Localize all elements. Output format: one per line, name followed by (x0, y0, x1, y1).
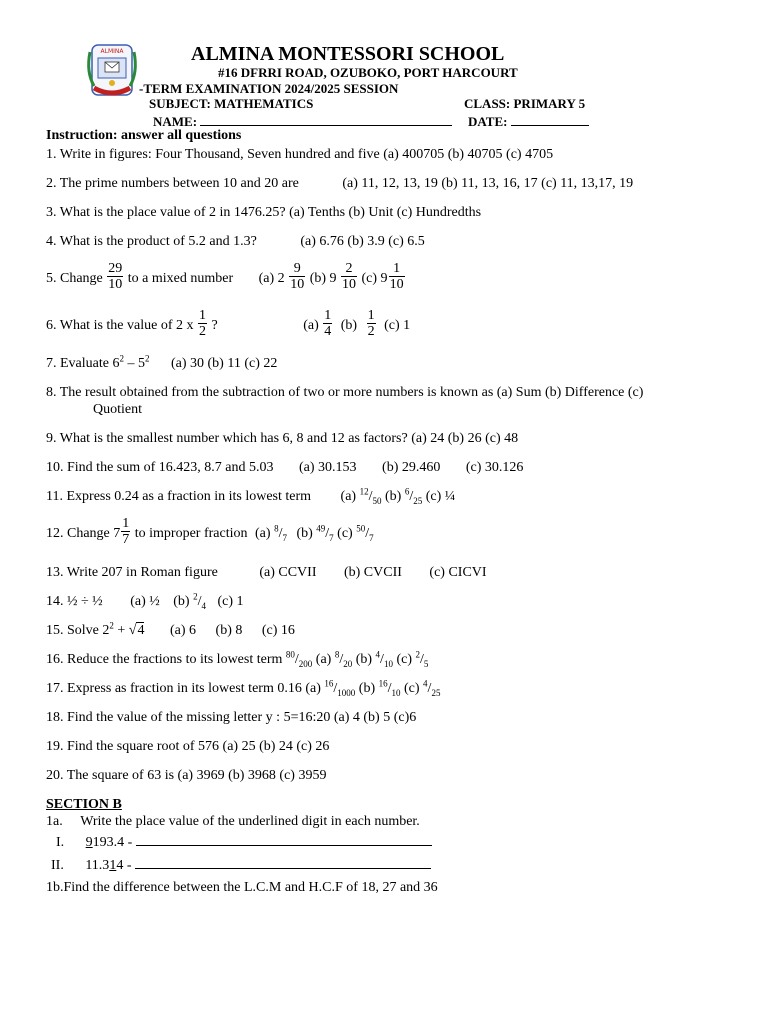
fraction-denominator: 10 (383, 658, 393, 669)
question-4 (46, 234, 425, 250)
question-13 (46, 565, 487, 581)
question-6 (46, 309, 410, 343)
fraction-numerator: 8 (334, 649, 340, 660)
answer-blank (136, 832, 432, 846)
option-a: (a) (303, 318, 319, 333)
question-17-text: 17. Express as fraction in its lowest term 0.16 (a) (46, 681, 325, 696)
school-logo (84, 42, 140, 100)
fraction: $\frac{29}{10}$ (108, 261, 123, 293)
exponent: 2 (119, 353, 124, 364)
fraction-numerator: 50 (356, 523, 366, 534)
question-12: 12. Change 7 $\frac{1}{7}$ to improper fraction (a) $^8/_7$ (b) $^{49}/_7$ (c) $^{50}/_7$ (46, 516, 374, 548)
option-a: (a) (312, 652, 335, 667)
question-5 (46, 262, 406, 296)
date-field (468, 112, 589, 130)
fraction-denominator: 4 (201, 600, 206, 611)
fraction-denominator: 10 (391, 687, 401, 698)
fraction-denominator: 1000 (337, 687, 356, 698)
plus-sign: + (113, 623, 129, 638)
fraction: $\frac{1}{7}$ (122, 516, 130, 548)
question-13-text: 13. Write 207 in Roman figure (46, 565, 218, 580)
question-10 (46, 460, 523, 476)
option-b: (b) 29.460 (382, 460, 441, 475)
question-3: 3. What is the place value of 2 in 1476.25? (a) Tenths (b) Unit (c) Hundredths (46, 205, 482, 220)
question-17: 17. Express as fraction in its lowest term 0.16 (a) $^{16}/_{1000}$ (b) $^{16}/_{10}$ (c) $^4/_{25}$ (46, 678, 441, 698)
option-a: (a) (340, 489, 360, 504)
section-b-item-ii (51, 855, 431, 874)
option-a: (a) 30.153 (299, 460, 357, 475)
question-11-text: 11. Express 0.24 as a fraction in its lowest term (46, 489, 312, 504)
question-mark: ? (211, 318, 218, 333)
option-b: (b) (340, 318, 358, 333)
fraction-numerator: 4 (423, 678, 428, 689)
question-9: 9. What is the smallest number which has 6, 8 and 12 as factors? (a) 24 (b) 26 (c) 48 (46, 431, 519, 446)
fraction-numerator: 16 (378, 678, 388, 689)
question-15-text: 15. Solve 2 (46, 623, 110, 638)
fraction-denominator: 7 (329, 532, 334, 543)
square-root (129, 623, 145, 639)
fraction: $\frac{1}{10}$ (389, 261, 404, 293)
item-label: I. (56, 835, 65, 850)
fraction-denominator: 25 (413, 495, 423, 506)
radicand: 4 (137, 623, 145, 638)
question-7-mid: – 5 (123, 356, 145, 371)
option-c: (c) 9 (361, 271, 388, 286)
question-18: 18. Find the value of the missing letter y : 5=16:20 (a) 4 (b) 5 (c)6 (46, 710, 417, 725)
question-7-text: 7. Evaluate 6 (46, 356, 120, 371)
fraction-denominator: 7 (282, 532, 287, 543)
exponent: 2 (144, 353, 150, 364)
option-c: (c) CICVI (429, 565, 487, 580)
fraction: $\frac{1}{2}$ (367, 308, 375, 340)
fraction-denominator: 25 (431, 687, 441, 698)
question-4-options: (a) 6.76 (b) 3.9 (c) 6.5 (300, 234, 425, 249)
question-4-text: 4. What is the product of 5.2 and 1.3? (46, 234, 257, 249)
fraction-denominator: 200 (298, 658, 313, 669)
option-a: (a) 6 (169, 623, 197, 638)
question-15 (46, 620, 295, 639)
school-address: #16 DFRRI ROAD, OZUBOKO, PORT HARCOURT (218, 65, 518, 80)
option-b: (b) (296, 526, 317, 541)
question-8: 8. The result obtained from the subtraction of two or more numbers is known as (a) Sum (b) Difference (c) (46, 385, 644, 400)
name-blank (200, 112, 452, 126)
option-c: (c) 1 (217, 594, 244, 609)
option-c: (c) (400, 681, 424, 696)
class-label: CLASS: PRIMARY 5 (464, 96, 586, 111)
question-number: 1a. (46, 814, 63, 829)
fraction-numerator: 4 (375, 649, 381, 660)
question-20: 20. The square of 63 is (a) 3969 (b) 3968 (c) 3959 (46, 768, 327, 783)
underlined-digit: 1 (109, 858, 117, 873)
item-label: II. (51, 858, 64, 873)
fraction-numerator: 2 (415, 649, 420, 660)
fraction-denominator: 5 (423, 658, 429, 669)
exam-title: -TERM EXAMINATION 2024/2025 SESSION (139, 81, 399, 96)
fraction-numerator: 2 (193, 591, 198, 602)
fraction-numerator: 49 (316, 523, 326, 534)
question-text: Write the place value of the underlined digit in each number. (80, 814, 420, 829)
question-16-text: 16. Reduce the fractions to its lowest term (46, 652, 286, 667)
date-blank (511, 112, 589, 126)
fraction: $\frac{1}{2}$ (199, 308, 206, 340)
question-1: 1. Write in figures: Four Thousand, Seven hundred and five (a) 400705 (b) 40705 (c) 4705 (46, 147, 554, 162)
logo-text: ALMINA (100, 48, 124, 55)
fraction-numerator: 6 (404, 486, 410, 497)
question-14-text: 14. ½ ÷ ½ (46, 594, 103, 609)
exponent: 2 (109, 620, 114, 631)
option-c: (c) 16 (261, 623, 295, 638)
question-10-text: 10. Find the sum of 16.423, 8.7 and 5.03 (46, 460, 274, 475)
question-2 (46, 176, 633, 192)
option-b: (b) CVCII (343, 565, 402, 580)
option-b: (b) (173, 594, 194, 609)
option-c: (c) 1 (384, 318, 411, 333)
option-b: (b) (355, 681, 379, 696)
option-b: (b) 9 (309, 271, 337, 286)
question-16: 16. Reduce the fractions to its lowest term $^{80}/_{200}$ (a) $^8/_{20}$ (b) $^4/_{10}$ (c) $^2/_5$ (46, 649, 429, 669)
fraction: $\frac{1}{4}$ (324, 308, 332, 340)
item-number: 193.4 - (92, 835, 133, 850)
option-a: (a) ½ (130, 594, 160, 609)
section-b-q1a (46, 814, 420, 830)
subject-label: SUBJECT: MATHEMATICS (149, 96, 314, 111)
school-name: ALMINA MONTESSORI SCHOOL (191, 43, 505, 65)
section-b-title: SECTION B (46, 797, 122, 812)
fraction-denominator: 7 (369, 532, 374, 543)
option-a: (a) 2 (258, 271, 285, 286)
section-b-q1b: 1b.Find the difference between the L.C.M and H.C.F of 18, 27 and 36 (46, 880, 438, 895)
option-c: (c) ¼ (422, 489, 456, 504)
question-7-options: (a) 30 (b) 11 (c) 22 (170, 356, 278, 371)
option-c: (c) 30.126 (465, 460, 524, 475)
question-2-text: 2. The prime numbers between 10 and 20 are (46, 176, 299, 191)
answer-blank (135, 855, 431, 869)
question-2-options: (a) 11, 12, 13, 19 (b) 11, 13, 16, 17 (c) 11, 13,17, 19 (342, 176, 634, 191)
radical-sign: √ (128, 623, 137, 638)
fraction-denominator: 50 (372, 495, 382, 506)
option-b: (b) (381, 489, 405, 504)
fraction: $\frac{9}{10}$ (290, 261, 305, 293)
question-11: 11. Express 0.24 as a fraction in its lowest term (a) $^{12}/_{50}$ (b) $^6/_{25}$ (c) ¼ (46, 486, 456, 506)
fraction-numerator: 8 (274, 523, 279, 534)
question-12-text2: to improper fraction (134, 526, 248, 541)
option-c: (c) (392, 652, 416, 667)
question-19: 19. Find the square root of 576 (a) 25 (b) 24 (c) 26 (46, 739, 330, 754)
question-12-text: 12. Change 7 (46, 526, 121, 541)
fraction-denominator: 20 (343, 658, 353, 669)
question-5-text: 5. Change (46, 271, 103, 286)
fraction-numerator: 80 (285, 649, 295, 660)
option-b: (b) 8 (215, 623, 243, 638)
question-7 (46, 353, 278, 372)
option-a: (a) CCVII (259, 565, 317, 580)
question-8-continued: Quotient (93, 402, 142, 417)
question-6-text: 6. What is the value of 2 x (46, 318, 194, 333)
item-number-rest: 4 - (116, 858, 132, 873)
name-label: NAME: (153, 114, 198, 129)
date-label: DATE: (468, 114, 508, 129)
instruction: Instruction: answer all questions (46, 128, 242, 143)
underlined-digit: 9 (85, 835, 93, 850)
option-a: (a) (255, 526, 275, 541)
item-number: 11.3 (85, 858, 110, 873)
fraction-numerator: 12 (359, 486, 369, 497)
question-5-text2: to a mixed number (127, 271, 234, 286)
question-14: 14. ½ ÷ ½ (a) ½ (b) $^2/_4$ (c) 1 (46, 591, 244, 611)
option-c: (c) (333, 526, 357, 541)
fraction: $\frac{2}{10}$ (342, 261, 357, 293)
fraction-numerator: 16 (324, 678, 334, 689)
option-b: (b) (352, 652, 376, 667)
section-b-item-i (56, 832, 432, 851)
